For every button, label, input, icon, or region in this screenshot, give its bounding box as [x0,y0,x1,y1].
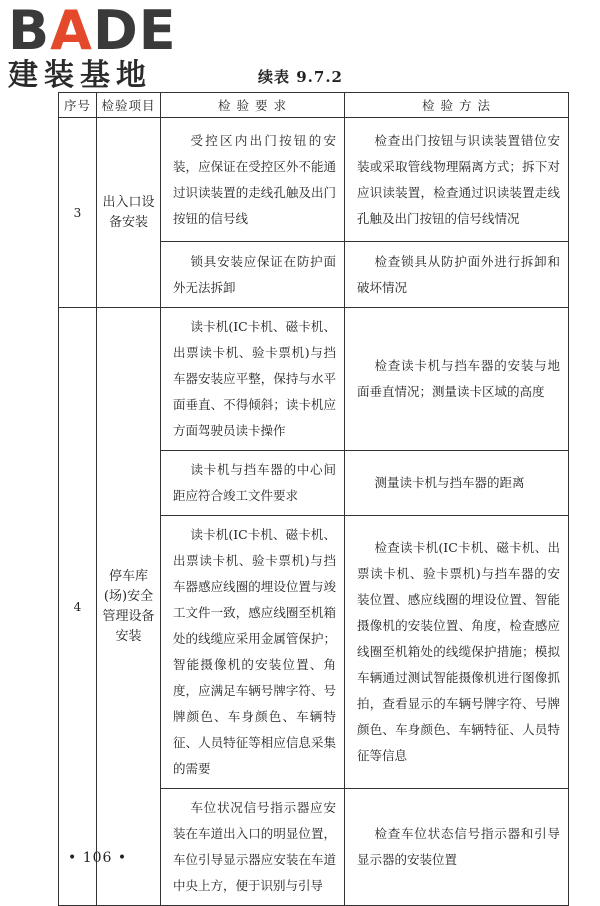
inspection-item: 出入口设备安装 [97,118,161,308]
requirement-cell: 车位状况信号指示器应安装在车道出入口的明显位置，车位引导显示器应安装在车道中央上方，便于识别与引导 [161,789,345,906]
header-requirement: 检 验 要 求 [161,93,345,118]
requirement-cell: 锁具安装应保证在防护面外无法拆卸 [161,242,345,308]
row-number: 4 [59,308,97,906]
inspection-table [58,92,569,906]
page-number: • 106 • [68,850,128,866]
method-cell: 检查读卡机(IC卡机、磁卡机、出票读卡机、验卡票机)与挡车器的安装位置、感应线圈的埋设位置、智能摄像机的安装位置、角度，检查感应线圈至机箱处的线缆保护措施；模拟车辆通过测试智能摄像机进行图像抓拍，查看显示的车辆号牌字符、号牌颜色、车身颜色、车辆特征、人员特征等信息 [345,516,569,789]
logo-wordmark: BADE [8,0,177,62]
method-cell: 检查锁具从防护面外进行拆卸和破坏情况 [345,242,569,308]
method-cell: 检查出门按钮与识读装置错位安装或采取管线物理隔离方式；拆下对应识读装置，检查通过识读装置走线孔触及出门按钮的信号线情况 [345,118,569,242]
logo-subtitle: 建装基地 [8,58,152,93]
row-number: 3 [59,118,97,308]
table-row [59,308,569,451]
method-cell: 测量读卡机与挡车器的距离 [345,451,569,516]
header-number: 序号 [59,93,97,118]
method-cell: 检查车位状态信号指示器和引导显示器的安装位置 [345,789,569,906]
requirement-cell: 读卡机(IC卡机、磁卡机、出票读卡机、验卡票机)与挡车器感应线圈的埋设位置与竣工文件一致，感应线圈至机箱处的线缆应采用金属管保护；智能摄像机的安装位置、角度，应满足车辆号牌字符、号牌颜色、车身颜色、车辆特征、人员特征等相应信息采集的需要 [161,516,345,789]
requirement-cell: 读卡机与挡车器的中心间距应符合竣工文件要求 [161,451,345,516]
table-caption: 续表 9.7.2 [258,68,343,86]
header-item: 检验项目 [97,93,161,118]
table-header-row [59,93,569,118]
method-cell: 检查读卡机与挡车器的安装与地面垂直情况；测量读卡区域的高度 [345,308,569,451]
inspection-item: 停车库(场)安全管理设备安装 [97,308,161,906]
logo [8,2,178,94]
requirement-cell: 受控区内出门按钮的安装，应保证在受控区外不能通过识读装置的走线孔触及出门按钮的信号线 [161,118,345,242]
header-method: 检 验 方 法 [345,93,569,118]
requirement-cell: 读卡机(IC卡机、磁卡机、出票读卡机、验卡票机)与挡车器安装应平整，保持与水平面垂直、不得倾斜；读卡机应方面驾驶员读卡操作 [161,308,345,451]
table-row [59,118,569,242]
